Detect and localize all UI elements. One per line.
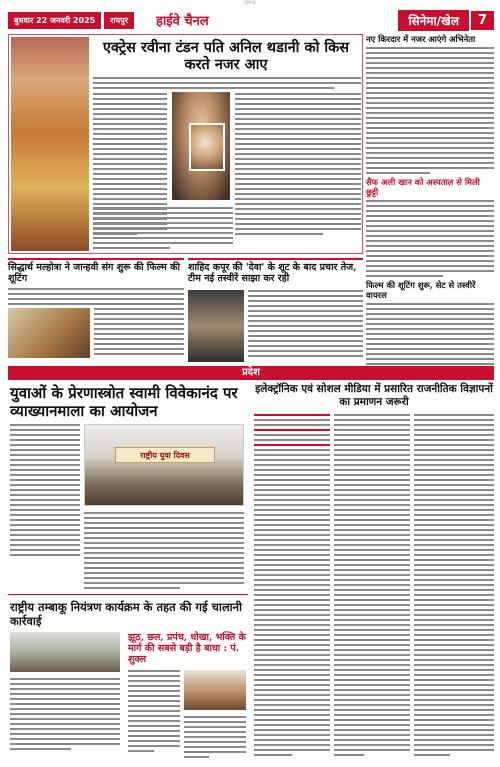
right-story-1-text [366,47,494,174]
speech-text-col2 [184,716,246,761]
section-title: सिनेमा/खेल [398,10,469,31]
story-shahid-photo [188,290,244,362]
story-shahid [188,258,363,364]
section-band [8,366,494,380]
right-story-2-text [366,200,494,277]
media-text-col2 [334,414,410,759]
section-divider [8,594,248,595]
main-story-text-col1 [10,424,80,559]
feature-body-right [235,93,361,238]
masthead [8,8,494,32]
right-story-3-text [366,303,494,375]
tobacco-headline: राष्ट्रीय तम्बाकू नियंत्रण कार्यक्रम के तहत की गई चालानी कार्रवाई [10,600,243,628]
cinema-feature [8,34,363,254]
story-siddharth-photo [8,308,90,358]
feature-intro-text [93,77,361,92]
story-siddharth-text [94,308,184,358]
story-siddharth-intro [8,288,184,308]
feature-body-bottom [93,207,233,252]
media-headline: इलेक्ट्रॉनिक एवं सोशल मीडिया में प्रसारित राजनीतिक विज्ञापनों का प्रमाणन जरूरी [255,383,493,408]
media-text-col3 [414,414,494,759]
event-photo [84,424,244,506]
main-headline: युवाओं के प्रेरणास्त्रोत स्वामी विवेकानंद पर व्याख्यानमाला का आयोजन [10,384,238,420]
story-shahid-headline: शाहिद कपूर की 'देवा' के शूट के बाद प्रचार तेज, टीम नई तस्वीरें साझा कर रही [188,262,357,284]
story-shahid-text [248,290,363,360]
story-siddharth [8,258,184,364]
printer-mark: CMYK [244,0,256,5]
right-column [366,34,494,364]
inset-photo [189,123,225,171]
main-story-text-col2 [84,512,244,592]
right-story-1-headline: नए किरदार में नजर आएंगे अभिनेता [366,34,476,44]
newspaper-name: हाईवे चैनल [156,14,209,29]
speech-photo [184,670,246,710]
section-label: प्रदेश [242,367,260,378]
media-text-col1 [254,414,330,759]
feature-headline: एक्ट्रेस रवीना टंडन पति अनिल थडानी को किस करते नजर आए [102,39,350,73]
speech-text-col1 [128,670,180,755]
actress-photo [11,37,89,251]
event-banner: राष्ट्रीय युवा दिवस [115,447,215,463]
issue-date: बुधवार 22 जनवरी 2025 [8,12,101,29]
speech-headline: झूठ, छल, प्रपंच, धोखा, भक्ति के मार्ग की सबसे बड़ी है बाधा : पं. शुक्ल [128,632,246,665]
tobacco-photo [10,632,120,672]
issue-city: रायपुर [104,12,134,29]
page-number: 7 [471,11,494,30]
story-siddharth-headline: सिद्धार्थ मल्होत्रा ने जान्हवी संग शुरू की फिल्म की शूटिंग [8,262,180,284]
right-story-3-headline: फिल्म की शूटिंग शुरू, सेट से तस्वीरें वायरल [366,280,476,300]
tobacco-text-col1 [10,678,120,753]
right-story-2-headline: सैफ अली खान को अस्पताल से मिली छुट्टी [366,177,480,197]
